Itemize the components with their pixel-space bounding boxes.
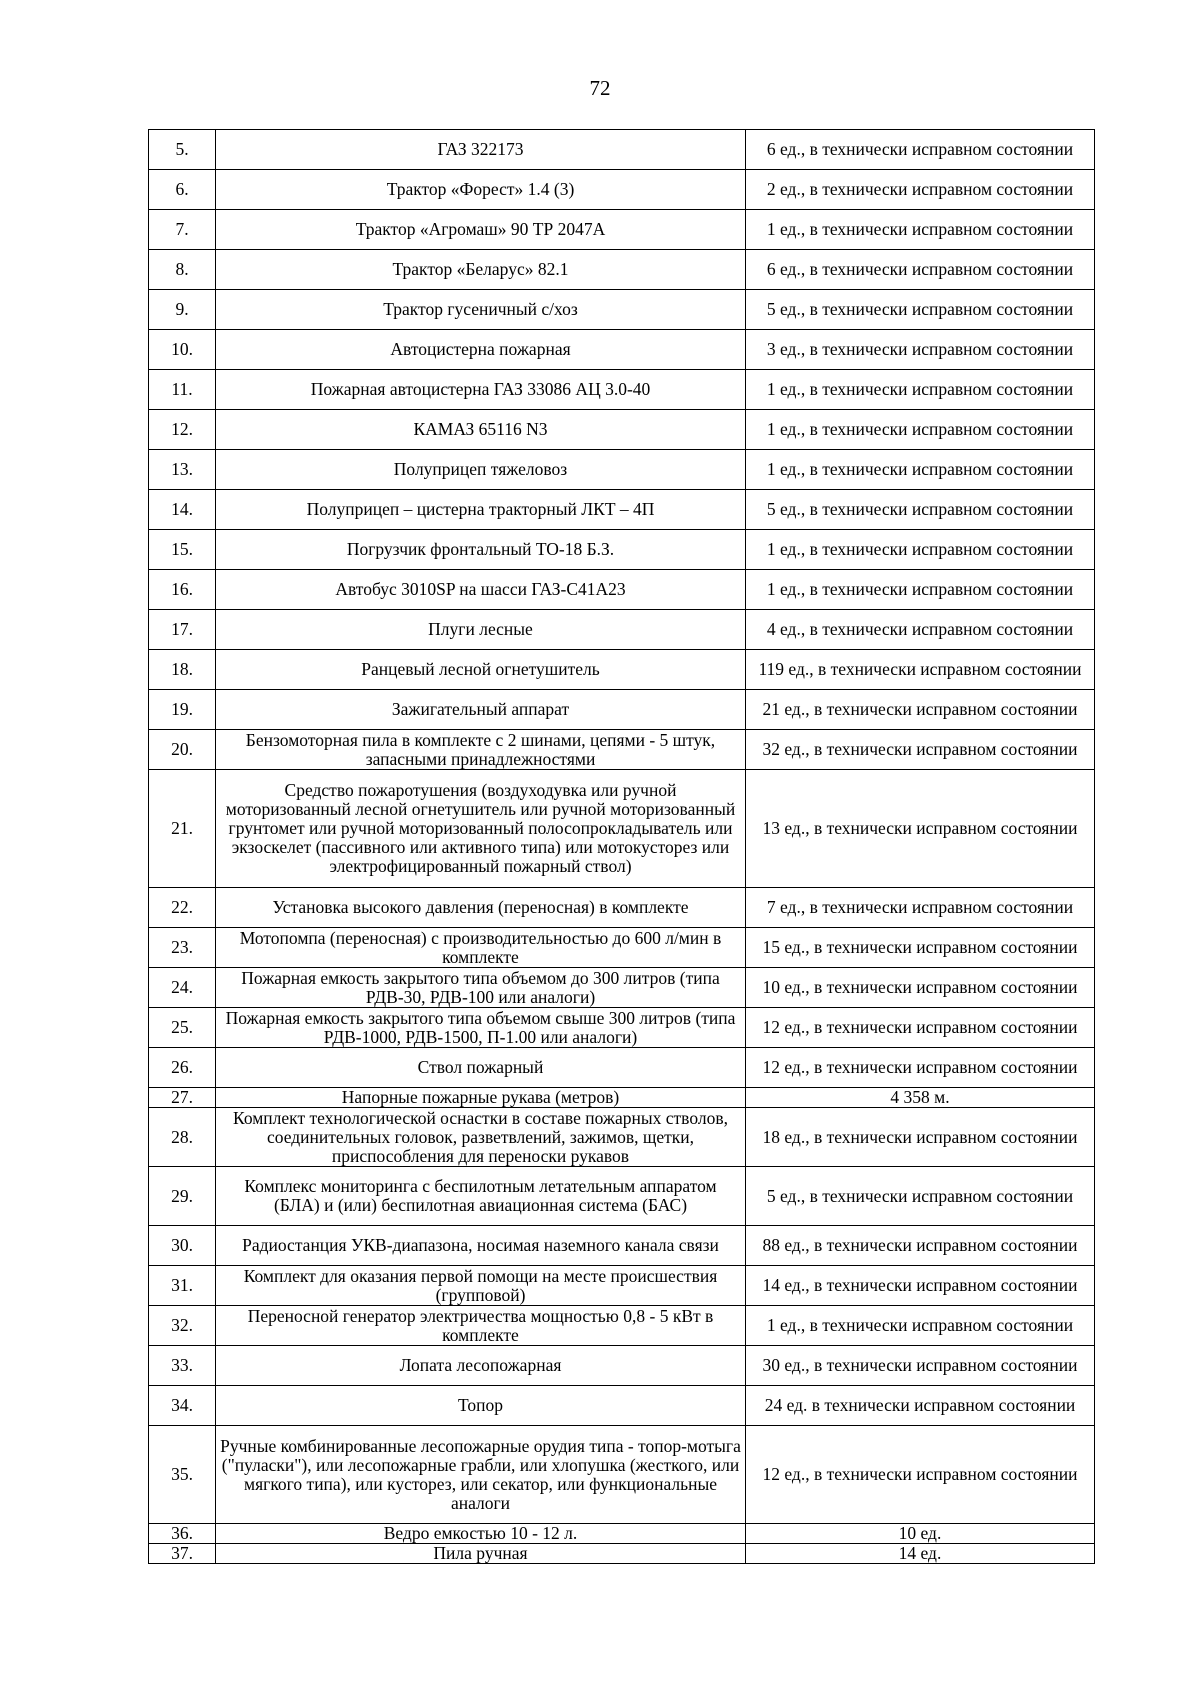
equipment-quantity: 7 ед., в технически исправном состоянии [746,888,1095,928]
table-row [149,490,1095,530]
equipment-quantity: 30 ед., в технически исправном состоянии [746,1346,1095,1386]
table-row [149,888,1095,928]
table-row [149,530,1095,570]
equipment-name: Полуприцеп тяжеловоз [216,450,746,490]
equipment-name: Переносной генератор электричества мощностью 0,8 - 5 кВт в комплекте [216,1306,746,1346]
equipment-name: Пожарная емкость закрытого типа объемом до 300 литров (типа РДВ-30, РДВ-100 или аналоги) [216,968,746,1008]
table-row [149,1088,1095,1108]
equipment-name: Трактор «Агромаш» 90 ТР 2047А [216,210,746,250]
equipment-quantity: 12 ед., в технически исправном состоянии [746,1426,1095,1524]
row-number: 24. [149,968,216,1008]
equipment-quantity: 24 ед. в технически исправном состоянии [746,1386,1095,1426]
equipment-name: Ствол пожарный [216,1048,746,1088]
equipment-name: Комплект технологической оснастки в составе пожарных стволов, соединительных головок, разветвлений, зажимов, щетки, приспособления для переноски рукавов [216,1108,746,1167]
row-number: 23. [149,928,216,968]
row-number: 29. [149,1167,216,1226]
equipment-quantity: 4 ед., в технически исправном состоянии [746,610,1095,650]
equipment-quantity: 119 ед., в технически исправном состоянии [746,650,1095,690]
row-number: 6. [149,170,216,210]
page-number: 72 [589,76,611,100]
table-row [149,1306,1095,1346]
equipment-quantity: 18 ед., в технически исправном состоянии [746,1108,1095,1167]
row-number: 34. [149,1386,216,1426]
equipment-name: Трактор «Беларус» 82.1 [216,250,746,290]
equipment-quantity: 1 ед., в технически исправном состоянии [746,530,1095,570]
equipment-name: Топор [216,1386,746,1426]
equipment-quantity: 5 ед., в технически исправном состоянии [746,290,1095,330]
table-row [149,450,1095,490]
equipment-name: КАМАЗ 65116 N3 [216,410,746,450]
row-number: 25. [149,1008,216,1048]
equipment-name: Лопата лесопожарная [216,1346,746,1386]
row-number: 22. [149,888,216,928]
row-number: 16. [149,570,216,610]
table-row [149,610,1095,650]
equipment-quantity: 1 ед., в технически исправном состоянии [746,570,1095,610]
equipment-name: Погрузчик фронтальный ТО-18 Б.З. [216,530,746,570]
equipment-name: Трактор гусеничный с/хоз [216,290,746,330]
table-row [149,290,1095,330]
table-row [149,1008,1095,1048]
equipment-name: Комплекс мониторинга с беспилотным летательным аппаратом (БЛА) и (или) беспилотная авиационная система (БАС) [216,1167,746,1226]
table-row [149,170,1095,210]
equipment-name: Пожарная автоцистерна ГАЗ 33086 АЦ 3.0-40 [216,370,746,410]
table-row [149,1167,1095,1226]
equipment-quantity: 4 358 м. [746,1088,1095,1108]
equipment-quantity: 1 ед., в технически исправном состоянии [746,370,1095,410]
equipment-table [148,129,1095,1564]
table-row [149,928,1095,968]
row-number: 28. [149,1108,216,1167]
table-row [149,570,1095,610]
equipment-name: Пожарная емкость закрытого типа объемом свыше 300 литров (типа РДВ-1000, РДВ-1500, П-1.00 или аналоги) [216,1008,746,1048]
row-number: 18. [149,650,216,690]
table-row [149,1266,1095,1306]
table-row [149,330,1095,370]
row-number: 26. [149,1048,216,1088]
equipment-quantity: 1 ед., в технически исправном состоянии [746,210,1095,250]
row-number: 37. [149,1544,216,1564]
row-number: 11. [149,370,216,410]
equipment-name: Средство пожаротушения (воздуходувка или ручной моторизованный лесной огнетушитель или ручной моторизованный грунтомет или ручной моторизованный полосопрокладыватель или экзоскелет (пассивного или активного типа) или мотокусторез или электрофицированный пожарный ствол) [216,770,746,888]
row-number: 27. [149,1088,216,1108]
equipment-quantity: 1 ед., в технически исправном состоянии [746,1306,1095,1346]
row-number: 5. [149,130,216,170]
table-row [149,410,1095,450]
equipment-quantity: 10 ед. [746,1524,1095,1544]
row-number: 35. [149,1426,216,1524]
table-row [149,1346,1095,1386]
table-row [149,730,1095,770]
table-row [149,690,1095,730]
table-row [149,1524,1095,1544]
table-row [149,210,1095,250]
equipment-name: Ранцевый лесной огнетушитель [216,650,746,690]
table-row [149,1108,1095,1167]
row-number: 9. [149,290,216,330]
equipment-name: Ведро емкостью 10 - 12 л. [216,1524,746,1544]
equipment-name: Зажигательный аппарат [216,690,746,730]
table-row [149,1386,1095,1426]
row-number: 19. [149,690,216,730]
equipment-quantity: 6 ед., в технически исправном состоянии [746,250,1095,290]
equipment-quantity: 5 ед., в технически исправном состоянии [746,1167,1095,1226]
row-number: 31. [149,1266,216,1306]
row-number: 8. [149,250,216,290]
equipment-quantity: 13 ед., в технически исправном состоянии [746,770,1095,888]
table-row [149,770,1095,888]
row-number: 32. [149,1306,216,1346]
equipment-quantity: 14 ед., в технически исправном состоянии [746,1266,1095,1306]
equipment-name: Автоцистерна пожарная [216,330,746,370]
row-number: 7. [149,210,216,250]
row-number: 10. [149,330,216,370]
table-row [149,130,1095,170]
table-row [149,370,1095,410]
row-number: 15. [149,530,216,570]
equipment-name: Пила ручная [216,1544,746,1564]
equipment-name: Ручные комбинированные лесопожарные орудия типа - топор-мотыга ("пуласки"), или лесопожарные грабли, или хлопушка (жесткого, или мягкого типа), или кусторез, или секатор, или функциональные аналоги [216,1426,746,1524]
equipment-quantity: 32 ед., в технически исправном состоянии [746,730,1095,770]
equipment-name: Радиостанция УКВ-диапазона, носимая наземного канала связи [216,1226,746,1266]
row-number: 14. [149,490,216,530]
row-number: 17. [149,610,216,650]
row-number: 20. [149,730,216,770]
row-number: 13. [149,450,216,490]
equipment-name: ГАЗ 322173 [216,130,746,170]
row-number: 12. [149,410,216,450]
row-number: 21. [149,770,216,888]
equipment-name: Бензомоторная пила в комплекте с 2 шинами, цепями - 5 штук, запасными принадлежностями [216,730,746,770]
equipment-name: Автобус 3010SP на шасси ГАЗ-С41А23 [216,570,746,610]
equipment-quantity: 12 ед., в технически исправном состоянии [746,1008,1095,1048]
equipment-quantity: 10 ед., в технически исправном состоянии [746,968,1095,1008]
equipment-name: Полуприцеп – цистерна тракторный ЛКТ – 4П [216,490,746,530]
equipment-name: Плуги лесные [216,610,746,650]
row-number: 33. [149,1346,216,1386]
equipment-quantity: 1 ед., в технически исправном состоянии [746,410,1095,450]
table-row [149,650,1095,690]
equipment-quantity: 6 ед., в технически исправном состоянии [746,130,1095,170]
equipment-quantity: 5 ед., в технически исправном состоянии [746,490,1095,530]
equipment-name: Мотопомпа (переносная) с производительностью до 600 л/мин в комплекте [216,928,746,968]
row-number: 36. [149,1524,216,1544]
equipment-quantity: 88 ед., в технически исправном состоянии [746,1226,1095,1266]
table-row [149,968,1095,1008]
table-row [149,1048,1095,1088]
equipment-quantity: 12 ед., в технически исправном состоянии [746,1048,1095,1088]
equipment-quantity: 2 ед., в технически исправном состоянии [746,170,1095,210]
equipment-quantity: 14 ед. [746,1544,1095,1564]
equipment-quantity: 15 ед., в технически исправном состоянии [746,928,1095,968]
equipment-quantity: 3 ед., в технически исправном состоянии [746,330,1095,370]
table-row [149,250,1095,290]
equipment-name: Напорные пожарные рукава (метров) [216,1088,746,1108]
equipment-quantity: 21 ед., в технически исправном состоянии [746,690,1095,730]
equipment-name: Трактор «Форест» 1.4 (3) [216,170,746,210]
table-row [149,1226,1095,1266]
table-row [149,1544,1095,1564]
equipment-quantity: 1 ед., в технически исправном состоянии [746,450,1095,490]
equipment-name: Установка высокого давления (переносная) в комплекте [216,888,746,928]
row-number: 30. [149,1226,216,1266]
table-row [149,1426,1095,1524]
equipment-name: Комплект для оказания первой помощи на месте происшествия (групповой) [216,1266,746,1306]
